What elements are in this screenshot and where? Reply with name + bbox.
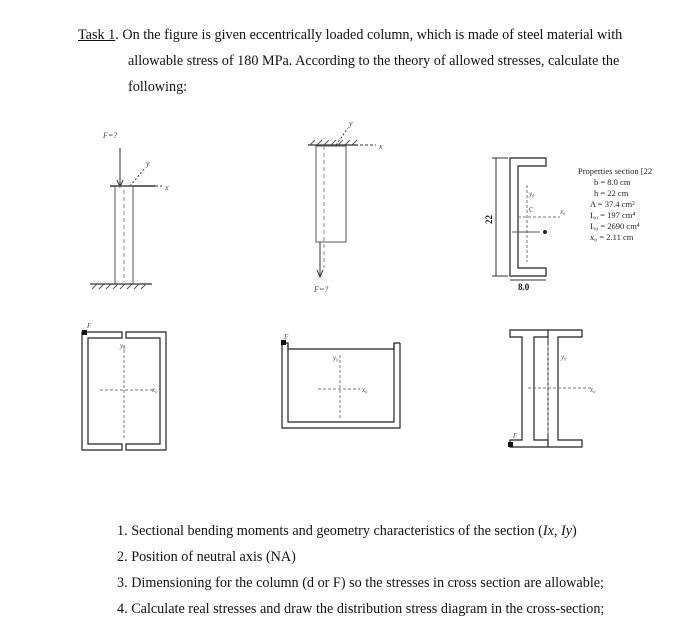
channel-box-outer: [282, 343, 400, 428]
cross-section-3: [508, 330, 596, 447]
axis-x-label-2: x₀: [362, 386, 368, 394]
question-text: Sectional bending moments and geometry characteristics of the section (: [131, 523, 543, 539]
question-item: [117, 544, 604, 570]
x-axis-label-2: x: [379, 142, 383, 151]
axis-y-label-2: y₀: [333, 354, 339, 362]
channel-box-inner: [282, 343, 400, 422]
question-text: Calculate real stresses and draw the distribution stress diagram in the cross-section;: [131, 601, 605, 617]
question-item: [117, 518, 604, 544]
question-text: Position of neutral axis (NA): [131, 549, 296, 565]
symbol-ix: Ix: [542, 523, 554, 539]
load-label-2: F: [284, 333, 289, 341]
y-axis-1: [130, 168, 145, 186]
force-label-bottom: F=?: [314, 285, 329, 294]
ground-hatch-1: [92, 284, 146, 289]
task-text-2: allowable stress of 180 MPa. According to the theory of allowed stresses, calculate the: [128, 53, 620, 69]
load-label-1: F: [87, 322, 92, 330]
channel-right-1: [126, 332, 166, 450]
axis-x-label-1: x₀: [152, 386, 158, 394]
task-label: Task 1: [78, 27, 116, 43]
column-figure-1: [90, 131, 169, 289]
task-text-1: . On the figure is given eccentrically loaded column, which is made of steel material with: [115, 27, 623, 43]
x-axis-label-1: x: [165, 183, 169, 192]
y-axis-2: [336, 128, 348, 145]
question-number: 2.: [117, 549, 128, 565]
prop-Ix: Iₓ₀ = 2690 cm⁴: [590, 221, 640, 231]
axis-y-label-3: y₀: [561, 353, 567, 361]
task-text-3: following:: [128, 79, 188, 95]
height-dim-label: 22: [484, 215, 494, 224]
load-marker-1: [82, 330, 87, 335]
channel-left-1: [82, 332, 122, 450]
prop-Iy: Iᵧ₀ = 197 cm⁴: [590, 210, 636, 220]
prop-b: b = 8.0 cm: [594, 177, 631, 187]
question-number: 4.: [117, 601, 128, 617]
support-hatch-2: [310, 140, 357, 145]
channel-section: [484, 158, 566, 292]
column-figure-2: [308, 119, 383, 294]
axis-y-label-1: y₀: [120, 342, 126, 350]
cross-section-2: [281, 333, 400, 428]
cross-section-1: [82, 322, 166, 450]
question-item: [117, 570, 604, 596]
y-axis-label-1: y: [146, 159, 150, 168]
question-number: 3.: [117, 575, 128, 591]
prop-xc: x₀ = 2.11 cm: [590, 232, 634, 242]
load-point: [543, 230, 547, 234]
force-label-top: F=?: [103, 131, 118, 140]
question-list: [117, 518, 604, 622]
y-axis-label-2: y: [349, 119, 353, 128]
prop-h: h = 22 cm: [594, 188, 629, 198]
load-marker-3: [508, 442, 513, 447]
question-item: [117, 596, 604, 622]
width-dim-label: 8.0: [518, 282, 530, 292]
axis-xc-label: x₀: [560, 208, 566, 216]
prop-A: A = 37.4 cm²: [590, 199, 635, 209]
symbol-iy: Iy: [561, 523, 573, 539]
question-number: 1.: [117, 523, 128, 539]
centroid-label: C: [529, 206, 534, 214]
axis-yc-label: y₀: [529, 190, 535, 198]
question-text: Dimensioning for the column (d or F) so the stresses in cross section are allowable;: [131, 575, 605, 591]
load-label-3: F: [513, 432, 518, 440]
prop-title: Properties section [22: [578, 166, 653, 176]
column-body-2: [316, 146, 346, 242]
question-close: ): [572, 523, 577, 539]
symbol-separator: ,: [553, 523, 562, 539]
section-properties: [578, 166, 652, 243]
axis-x-label-3: x₀: [590, 386, 596, 394]
channel-box-top: [288, 343, 394, 349]
